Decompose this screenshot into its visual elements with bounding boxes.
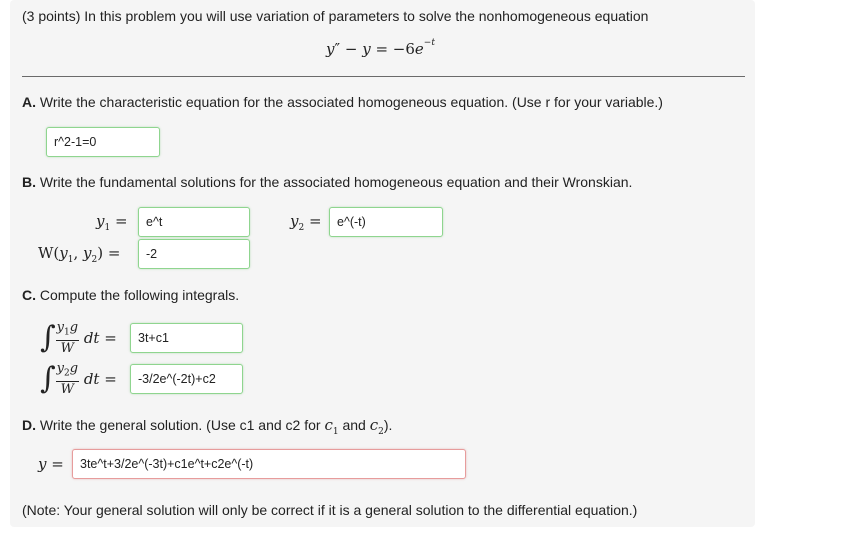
y1-input[interactable]: e^t bbox=[138, 207, 250, 237]
part-b-label: B. bbox=[22, 174, 36, 190]
part-d-text-start: Write the general solution. (Use c1 and c2 for bbox=[39, 417, 321, 433]
part-d-prompt: D. Write the general solution. (Use c1 and c2 for $c_1$ and $c_2$). bbox=[22, 416, 393, 437]
integral-2-input[interactable]: -3/2e^(-2t)+c2 bbox=[130, 364, 243, 394]
wronskian-input[interactable]: -2 bbox=[138, 239, 250, 269]
integral-1-label: ∫ $\frac{y_1g}{W}$ dt = bbox=[40, 319, 117, 356]
problem-intro: (3 points) In this problem you will use variation of parameters to solve the nonhomogeneous equation bbox=[22, 8, 649, 24]
y2-label: $y_2$ = bbox=[290, 212, 322, 233]
general-solution-label: y = bbox=[38, 455, 64, 473]
differential-equation: $y'' - y = -6e^{-t}$ bbox=[326, 38, 435, 58]
part-c-label: C. bbox=[22, 287, 36, 303]
part-a-prompt bbox=[22, 94, 663, 110]
note-text: (Note: Your general solution will only be correct if it is a general solution to the differential equation.) bbox=[22, 502, 638, 518]
integral-1-input[interactable]: 3t+c1 bbox=[130, 323, 243, 353]
general-solution-input[interactable]: 3te^t+3/2e^(-3t)+c1e^t+c2e^(-t) bbox=[72, 449, 466, 479]
y1-label: $y_1$ = bbox=[96, 212, 128, 233]
part-b-prompt bbox=[22, 174, 632, 190]
part-d-text-and: and bbox=[342, 417, 366, 433]
part-a-label: A. bbox=[22, 94, 36, 110]
characteristic-equation-input[interactable]: r^2-1=0 bbox=[46, 127, 160, 157]
part-c-prompt bbox=[22, 287, 239, 303]
problem-panel bbox=[10, 0, 755, 527]
y2-input[interactable]: e^(-t) bbox=[329, 207, 443, 237]
wronskian-label: $W(y_1$, $y_2$) = bbox=[38, 244, 121, 265]
integral-2-label: ∫ $\frac{y_2g}{W}$ dt = bbox=[40, 360, 117, 397]
part-d-text-end: ). bbox=[383, 417, 393, 433]
divider bbox=[22, 76, 745, 77]
part-b-text: Write the fundamental solutions for the associated homogeneous equation and their Wronskian. bbox=[39, 174, 633, 190]
part-c-text: Compute the following integrals. bbox=[39, 287, 240, 303]
part-a-text: Write the characteristic equation for the associated homogeneous equation. (Use r for your variable.) bbox=[39, 94, 663, 110]
part-d-label: D. bbox=[22, 417, 36, 433]
